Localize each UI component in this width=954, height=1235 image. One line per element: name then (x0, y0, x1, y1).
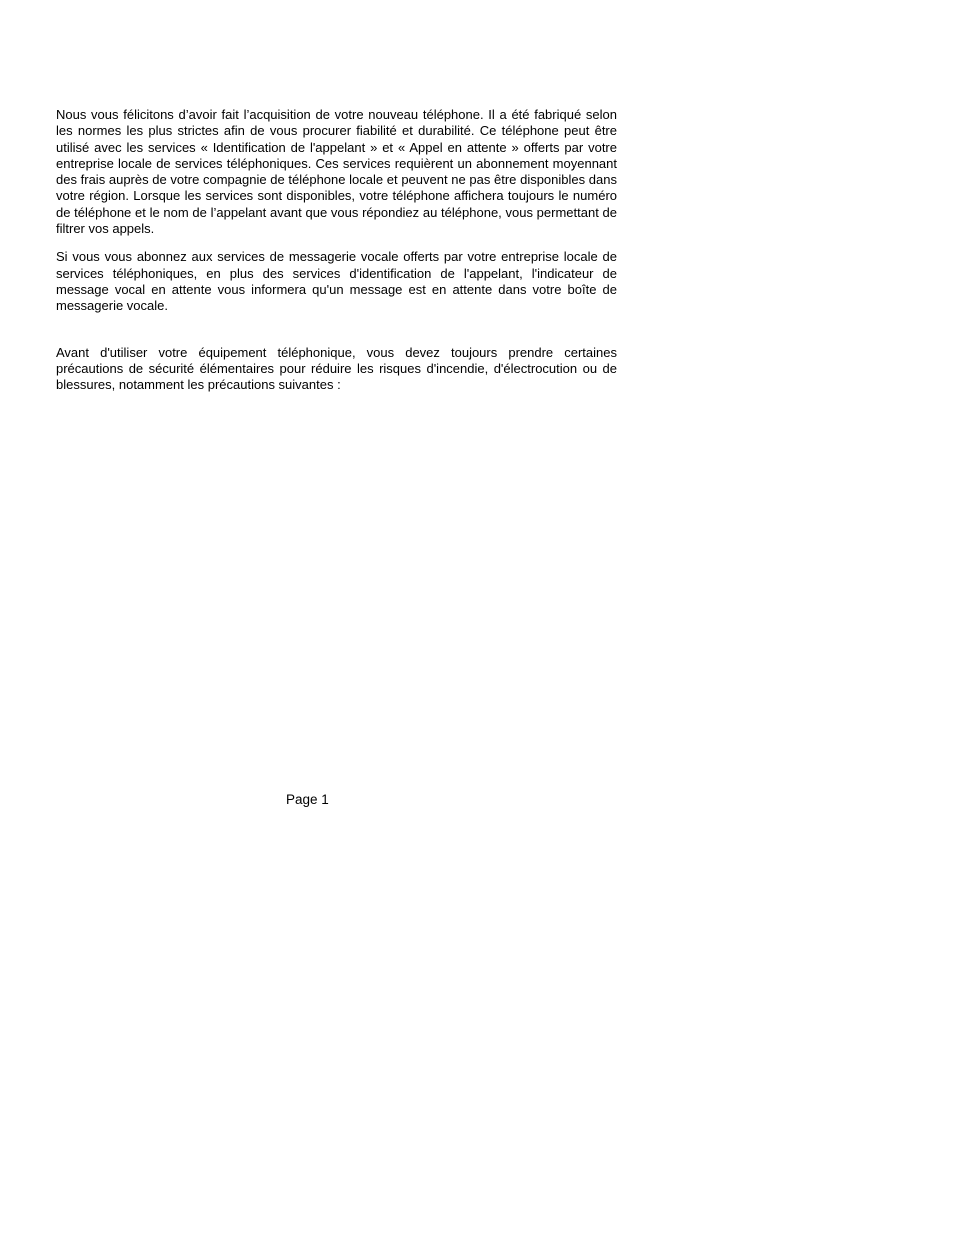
voicemail-paragraph: Si vous vous abonnez aux services de messagerie vocale offerts par votre entreprise locale de services téléphoniques, en plus des services d'identification de l'appelant, l'indicateur de message vocal en attente vous informera qu'un message est en attente dans votre boîte de messagerie vocale. (56, 249, 617, 314)
intro-paragraph: Nous vous félicitons d’avoir fait l’acquisition de votre nouveau téléphone. Il a été fabriqué selon les normes les plus strictes afin de vous procurer fiabilité et durabilité. Ce téléphone peut être utilisé avec les services « Identification de l'appelant » et « Appel en attente » offerts par votre entreprise locale de services téléphoniques. Ces services requièrent un abonnement moyennant des frais auprès de votre compagnie de téléphone locale et peuvent ne pas être disponibles dans votre région. Lorsque les services sont disponibles, votre téléphone affichera toujours le numéro de téléphone et le nom de l’appelant avant que vous répondiez au téléphone, vous permettant de filtrer vos appels. (56, 107, 617, 237)
safety-paragraph: Avant d'utiliser votre équipement téléphonique, vous devez toujours prendre certaines précautions de sécurité élémentaires pour réduire les risques d'incendie, d'électrocution ou de blessures, notamment les précautions suivantes : (56, 344, 617, 393)
page-number: Page 1 (286, 792, 329, 807)
document-body (56, 107, 617, 393)
